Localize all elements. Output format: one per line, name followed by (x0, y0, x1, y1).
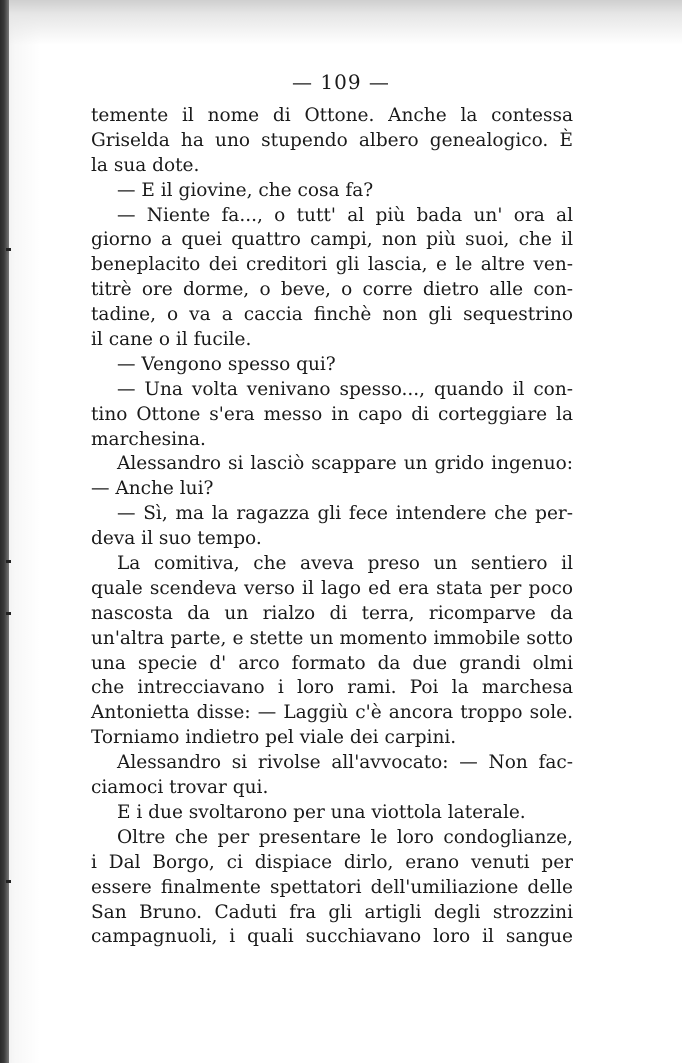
text-line: temente il nome di Ottone. Anche la contessa (91, 105, 573, 126)
text-line: marchesina. (91, 428, 206, 450)
text-line: la sua dote. (91, 154, 200, 176)
binding-mark (6, 248, 11, 251)
binding-mark (6, 880, 11, 883)
text-line: nascosta da un rialzo di terra, ricomparve da (91, 602, 573, 624)
text-line: — Niente fa..., o tutt' al più bada un' ora al (117, 204, 573, 226)
text-line: campagnuoli, i quali succhiavano loro il sangue (91, 926, 573, 948)
text-line: E i due svoltarono per una viottola laterale. (117, 801, 526, 823)
text-line: — Sì, ma la ragazza gli fece intendere che per- (117, 503, 573, 525)
text-line: essere finalmente spettatori dell'umiliazione delle (91, 876, 573, 898)
book-spine-edge (0, 0, 9, 1063)
text-line: tadine, o va a caccia finchè non gli sequestrino (91, 304, 573, 326)
page-number: — 109 — (292, 70, 390, 94)
text-line: Griselda ha uno stupendo albero genealogico. È (91, 129, 573, 151)
text-line: Oltre che per presentare le loro condoglianze, (117, 826, 573, 848)
text-line: il cane o il fucile. (91, 329, 252, 351)
binding-mark (6, 560, 11, 563)
page-top-shadow (0, 0, 682, 45)
text-line: Alessandro si rivolse all'avvocato: — Non fac- (117, 752, 573, 774)
text-line: — Anche lui? (91, 478, 214, 500)
text-line: un'altra parte, e stette un momento immobile sotto (91, 627, 573, 649)
text-line: Alessandro si lasciò scappare un grido ingenuo: (117, 453, 573, 475)
text-line: tino Ottone s'era messo in capo di corteggiare la (91, 403, 573, 425)
text-line: giorno a quei quattro campi, non più suoi, che il (91, 229, 573, 251)
text-line: i Dal Borgo, ci dispiace dirlo, erano venuti per (91, 851, 573, 873)
body-text (91, 104, 573, 950)
text-line: quale scendeva verso il lago ed era stata per poco (91, 577, 573, 599)
text-line: deva il suo tempo. (91, 528, 262, 550)
text-line: che intrecciavano i loro rami. Poi la marchesa (91, 677, 573, 699)
text-line: San Bruno. Caduti fra gli artigli degli strozzini (91, 901, 573, 923)
text-line: Torniamo indietro pel viale dei carpini. (91, 727, 457, 749)
text-line: una specie d' arco formato da due grandi olmi (91, 652, 573, 674)
text-line: — Vengono spesso qui? (117, 353, 336, 375)
binding-mark (6, 612, 11, 615)
text-line: — E il giovine, che cosa fa? (117, 179, 374, 201)
text-line: beneplacito dei creditori gli lascia, e le altre ven- (91, 254, 573, 276)
text-line: ciamoci trovar qui. (91, 777, 269, 799)
text-line: La comitiva, che aveva preso un sentiero il (117, 553, 573, 575)
text-line: — Una volta venivano spesso..., quando il con- (117, 378, 573, 400)
text-line: titrè ore dorme, o beve, o corre dietro alle con- (91, 279, 573, 301)
text-line: Antonietta disse: — Laggiù c'è ancora troppo sole. (91, 702, 573, 724)
